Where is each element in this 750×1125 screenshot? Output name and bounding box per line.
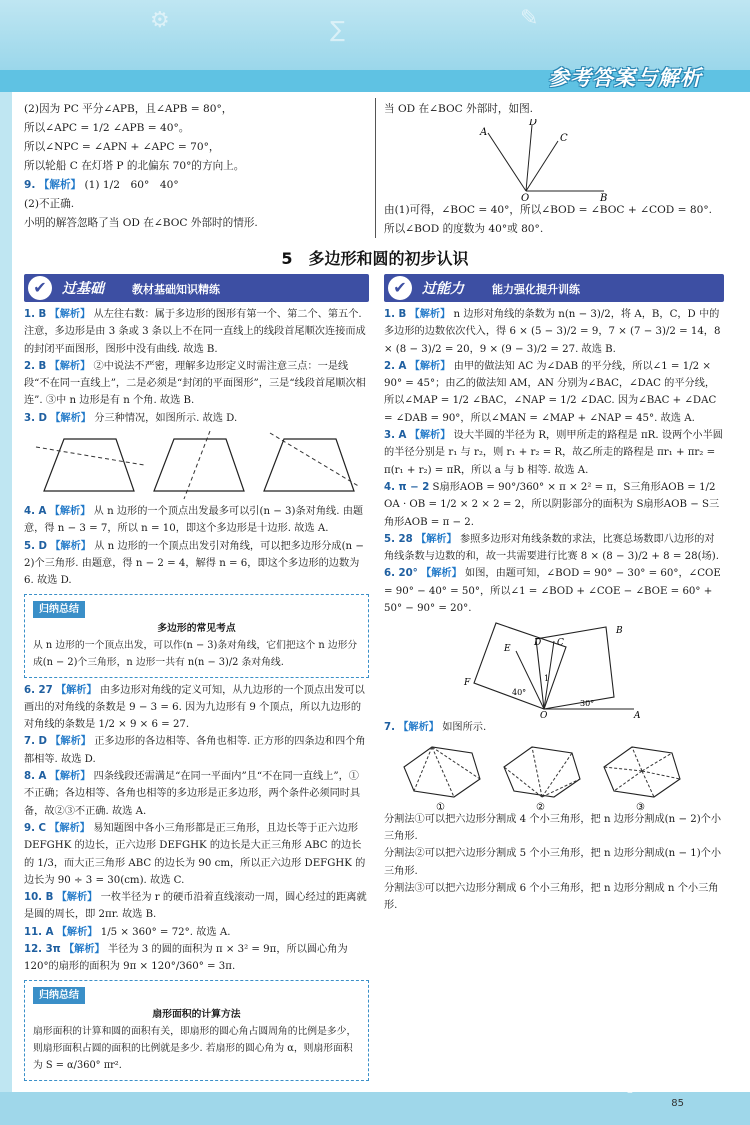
top-left-block [24,100,369,233]
quadrilateral-cuts-figure [34,429,364,501]
question-number: 3. D [24,412,47,424]
diag-3f [614,771,642,791]
check-icon: ✔ [28,276,52,300]
label-c: C [557,638,564,649]
analysis-tag: 【解析】 [49,506,91,518]
trapezoid-1 [44,439,134,491]
label-o: O [521,193,530,201]
hexagon-division-figure [392,739,692,811]
label-40: 40° [512,688,527,698]
label-b: B [600,193,608,201]
band-subtitle: 能力强化提升训练 [492,283,580,296]
question-1 [24,306,369,358]
label-1: 1 [544,674,550,684]
question-number: 5. D [24,540,47,552]
analysis-tag: 【解析】 [56,892,98,904]
answer-text: 如图，由题可知，∠BOD = 90° − 30° = 60°，∠COE = 90° − 40° = 50°，所以∠1 = ∠BOD + ∠COE − ∠BOE = 60° + 50° − 90° = 20°. [384,568,721,615]
caption-1: ① [436,801,445,811]
two-squares-figure [454,619,674,719]
summary-heading: 多边形的常见考点 [157,622,236,634]
hexagon-1 [404,747,480,797]
question-11 [24,924,369,941]
answer-text: 一枚半径为 r 的硬币沿着直线滚动一周，圆心经过的距离就是圆的周长，即 2πr. 故选 B. [24,892,367,921]
question-6 [384,565,724,617]
analysis-tag: 【解析】 [50,736,91,748]
top-right-block [384,100,724,239]
analysis-tag: 【解析】 [415,533,457,545]
question-number: 2. B [24,360,47,372]
answer-text: 从 n 边形的一个顶点出发最多可以引(n − 3)条对角线. 由题意，得 n − 3 = 7，所以 n = 10，即这个多边形是十边形. 故选 A. [24,506,364,535]
question-2 [24,358,369,410]
question-number: 12. 3π [24,944,61,956]
answer-text: 1/5 × 360° = 72°. 故选 A. [100,926,231,938]
question-3 [384,427,724,479]
question-number: 2. A [384,360,407,372]
question-12 [24,941,369,976]
header-title: 参考答案与解析 [548,66,702,90]
text-line: 当 OD 在∠BOC 外部时，如图. [384,103,534,115]
right-column [384,306,724,914]
question-5 [24,538,369,590]
answer-text: 分三种情况，如图所示. 故选 D. [94,412,238,424]
column-divider [375,98,376,238]
question-number: 4. A [24,506,47,518]
question-number: 9. [24,179,36,191]
diag-3a [604,767,642,771]
formula-doodle-icon: ∑ [330,18,345,43]
label-f: F [464,678,471,689]
ray-oa [488,133,526,191]
text-line: 所以∠APC = 1/2 ∠APB = 40°。 [24,122,190,134]
question-2 [384,358,724,427]
band-subtitle: 教材基础知识精练 [132,283,220,296]
caption-3: ③ [636,801,645,811]
question-number: 11. A [24,926,54,938]
question-9 [24,820,369,889]
answer-text: 易知题图中各小三角形都是正三角形，且边长等于正六边形 DEFGHK 的边长，正六边形 DEFGHK 的边长是大正三角形 ABC 的边长的 1/3，而大正三角形 ABC 的边长为 90 cm，所以正六边形 DEFGHK 的边长为 90 ÷ 3 = 30(cm). 故选 C. [24,822,366,886]
question-9 [24,176,369,195]
cut-line-3 [270,433,360,487]
answer-text: 由甲的做法知 AC 为∠DAB 的平分线，所以∠1 = 1/2 × 90° = 45°；由乙的做法知 AM，AN 分别为∠BAC，∠DAC 的平分线，所以∠MAP = 1/2 ∠BAC，∠NAP = 1/2 ∠DAC. 因为∠BAC + ∠DAC = ∠DAB = 90°，所以∠MAN = ∠MAP + ∠NAP = 45°. 故选 A. [384,360,717,424]
question-5 [384,531,724,566]
text-line: 所以轮船 C 在灯塔 P 的北偏东 70°的方向上。 [24,160,245,172]
text-line: 所以∠NPC = ∠APN + ∠APC = 70°， [24,141,220,153]
question-number: 1. B [24,309,47,320]
analysis-tag: 【解析】 [55,684,97,696]
hexagon-2 [504,747,580,797]
trapezoid-2 [154,439,244,491]
answer-text: S扇形AOB = 90°/360° × π × 2² = π，S三角形AOB = 1/2 OA · OB = 1/2 × 2 × 2 = 2，所以阴影部分的面积为 S扇形AOB − S三角形AOB = π − 2. [384,481,720,528]
question-4 [24,503,369,538]
summary-text: 从 n 边形的一个顶点出发，可以作(n − 3)条对角线，它们把这个 n 边形分成(n − 2)个三角形，n 边形一共有 n(n − 3)/2 条对角线. [33,639,358,668]
answer-text: 由多边形对角线的定义可知，从九边形的一个顶点出发可以画出的对角线的条数是 9 − 3 = 6. 因为九边形有 9 个顶点，所以九边形的对角线的条数是 1/2 × 9 × 6 = 27. [24,684,365,731]
cut-line-1 [36,447,144,465]
text-line: (2)不正确. [24,198,75,210]
question-number: 7. D [24,736,47,748]
question-3 [24,410,369,427]
angle-figure [476,119,676,201]
answer-text: 半径为 3 的圆的面积为 π × 3² = 9π，所以圆心角为 120°的扇形的面积为 9π × 120°/360° = 3π. [24,944,348,973]
method-2: 分割法②可以把六边形分割成 5 个小三角形，把 n 边形分割成(n − 1)个小三角形. [384,848,722,877]
question-1 [384,306,724,358]
summary-box [24,594,369,678]
band-title: 过基础 [62,281,104,297]
page-footer [0,1092,750,1125]
band-title: 过能力 [422,281,464,297]
page-header [0,0,750,92]
diag-1b [432,747,454,797]
text-line: (2)因为 PC 平分∠APB，且∠APB = 80°， [24,103,233,115]
analysis-tag: 【解析】 [409,360,451,372]
question-number: 7. [384,722,395,734]
label-c: C [560,133,568,144]
question-10 [24,889,369,924]
answer-text: 如图所示. [442,722,487,734]
check-icon: ✔ [388,276,412,300]
question-7 [384,719,724,736]
answer-text: 从 n 边形的一个顶点出发引对角线，可以把多边形分成(n − 2)个三角形. 由题意，得 n − 2 = 4，解得 n = 6，即这个多边形的边数为 6. 故选 D. [24,540,364,587]
label-a: A [480,127,488,138]
cut-line-2 [184,431,210,499]
answer-text: (1) 1/2 60° 40° [84,179,179,191]
question-number: 6. 27 [24,684,53,696]
label-b: B [616,626,623,637]
analysis-tag: 【解析】 [64,944,105,956]
diag-2b [532,747,542,797]
summary-heading: 扇形面积的计算方法 [152,1008,241,1020]
label-d: D [534,638,542,649]
summary-tag: 归纳总结 [33,601,85,618]
label-e: E [504,644,511,655]
diag-3e [642,771,654,797]
analysis-tag: 【解析】 [421,568,462,580]
analysis-tag: 【解析】 [398,722,439,734]
analysis-tag: 【解析】 [49,771,91,783]
trapezoid-3 [264,439,354,491]
ray-od [526,125,532,191]
square-right [536,627,614,709]
analysis-tag: 【解析】 [409,430,451,442]
answer-text: 正多边形的各边相等、各角也相等. 正方形的四条边和四个角都相等. 故选 D. [24,736,366,765]
text-line: 小明的解答忽略了当 OD 在∠BOC 外部时的情形. [24,217,258,229]
analysis-tag: 【解析】 [49,822,90,834]
question-number: 8. A [24,771,47,783]
watermark: MXQE.COM [565,1066,736,1096]
diag-3b [632,747,642,771]
analysis-tag: 【解析】 [38,179,82,191]
summary-box [24,980,369,1081]
analysis-tag: 【解析】 [49,360,91,372]
label-30: 30° [580,699,595,709]
answer-text: 从左往右数：属于多边形的图形有第一个、第二个、第五个. 注意，多边形是由 3 条或 3 条以上不在同一直线上的线段首尾顺次连接而成的封闭平面图形，图形中没有曲线. 故选 B. [24,309,366,355]
question-number: 5. 28 [384,533,413,545]
gear-doodle-icon: ⚙ [150,8,170,33]
section-title: 5 多边形和圆的初步认识 [281,249,469,268]
answer-text: 四条线段还需满足“在同一平面内”且“不在同一直线上”，①不正确；各边相等、各角也相等的多边形是正多边形，两个条件必须同时具备，故②③不正确. 故选 A. [24,771,361,817]
question-number: 10. B [24,892,54,904]
answer-text: 参照多边形对角线条数的求法，比赛总场数即八边形的对角线条数与边数的和，故一共需要进行比赛 8 × (8 − 3)/2 + 8 = 28(场). [384,533,719,563]
summary-tag: 归纳总结 [33,987,85,1004]
summary-text: 扇形面积的计算和圆的面积有关，即扇形的圆心角占圆周角的比例是多少，则扇形面积占圆的面积的比例就是多少. 若扇形的圆心角为 α，则扇形面积为 S = α/360° πr². [33,1025,357,1071]
answer-text: 设大半圆的半径为 R，则甲所走的路程是 πR. 设两个小半圆的半径分别是 r₁ 与 r₂，则 r₁ + r₂ = R，故乙所走的路程是 πr₁ + πr₂ = π(r₁ + r₂) = πR，所以 a 与 b 相等. 故选 A. [384,430,723,476]
label-a: A [634,711,641,720]
question-number: 1. B [384,309,407,320]
answer-text: n 边形对角线的条数为 n(n − 3)/2，将 A，B，C，D 中的多边形的边数依次代入，得 6 × (5 − 3)/2 = 9，7 × (7 − 3)/2 = 14，8 × (8 − 3)/2 = 20，9 × (9 − 3)/2 = 27. 故选 B. [384,309,721,355]
analysis-tag: 【解析】 [409,309,451,320]
analysis-tag: 【解析】 [56,926,98,938]
question-7 [24,733,369,768]
left-section-band [24,274,369,302]
question-6 [24,682,369,734]
answer-text: ②中说法不严密，理解多边形定义时需注意三点：一是线段“不在同一直线上”，二是必须是“封闭的平面图形”，三是“线段首尾顺次相连”. ③中 n 边形是有 n 个角. 故选 B. [24,360,366,407]
text-line: 所以∠BOD 的度数为 40°或 80°. [384,223,544,235]
page-number: 85 [671,1098,684,1109]
analysis-tag: 【解析】 [50,412,91,424]
question-8 [24,768,369,820]
right-section-band [384,274,724,302]
question-4 [384,479,724,531]
text-line: 由(1)可得，∠BOC = 40°，所以∠BOD = ∠BOC + ∠COD = 80°. [384,204,713,216]
diag-3d [642,771,680,779]
left-column [24,306,369,1085]
analysis-tag: 【解析】 [49,309,91,320]
diag-3c [642,753,672,771]
question-number: 9. C [24,822,46,834]
method-1: 分割法①可以把六边形分割成 4 个小三角形，把 n 边形分割成(n − 2)个小三角形. [384,813,722,842]
question-number: 4. π − 2 [384,481,430,493]
question-number: 6. 20° [384,568,418,580]
label-d: D [529,119,538,128]
label-o: O [540,711,548,720]
method-3: 分割法③可以把六边形分割成 6 个小三角形，把 n 边形分割成 n 个小三角形. [384,882,719,912]
pencil-doodle-icon: ✎ [520,6,539,31]
analysis-tag: 【解析】 [50,540,91,552]
question-number: 3. A [384,430,407,442]
caption-2: ② [536,801,545,811]
ray-oc [526,141,558,191]
